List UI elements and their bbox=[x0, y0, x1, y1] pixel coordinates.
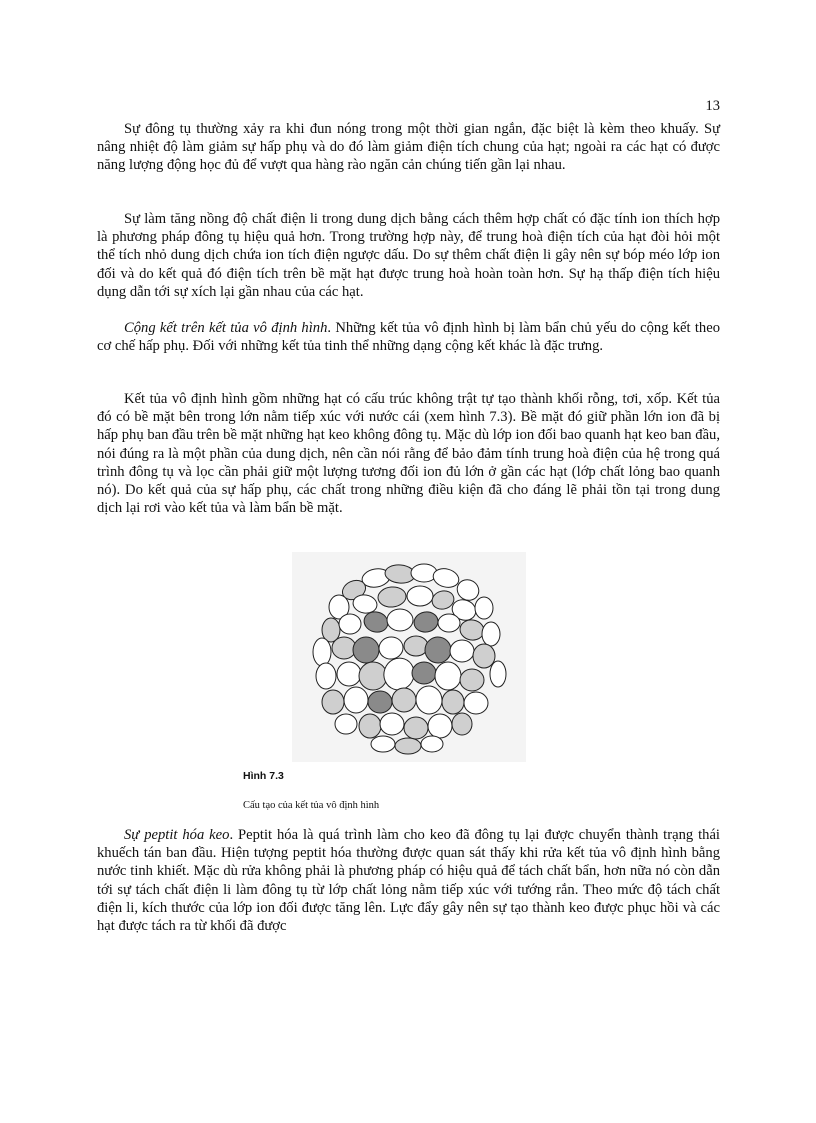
particle bbox=[473, 644, 495, 668]
particle bbox=[404, 717, 428, 739]
particle bbox=[377, 635, 404, 661]
particle bbox=[442, 690, 464, 714]
particle bbox=[438, 614, 460, 632]
paragraph-text: . Peptit hóa là quá trình làm cho keo đã đông tụ lại được chuyển thành trạng thái khuếch tán ban đầu. Hiện tượng peptit hóa thường được quan sát thấy khi rửa kết tủa vô định hình bằng nước tinh khiết. Mặc dù rửa không phải là phương pháp có hiệu quả để tách chất bẩn, hơn nữa nó còn dẫn tới sự tách chất điện li làm đông tụ từ lớp chất lỏng nằm tiếp xúc với tướng rắn. Theo mức độ tách chất điện li, kích thước của lớp ion đối được tăng lên. Lực đẩy gây nên sự tạo thành keo được phục hồi và các hạt được tách ra từ khối đã được bbox=[97, 827, 720, 935]
particle bbox=[387, 609, 413, 631]
paragraph-text: Kết tủa vô định hình gồm những hạt có cấu trúc không trật tự tạo thành khối rỗng, tơi, xốp. Kết tủa đó có bề mặt bên trong lớn nằm tiếp xúc với nước cái (xem hình 7.3). Bề mặt đó giữ phần lớn ion đã bị hấp phụ ban đầu trên bề mặt những hạt keo không đông tụ. Mặc dù lớp ion đối bao quanh hạt keo ban đầu, nói đúng ra là một phần của dung dịch, nên cần nói rằng để bảo đảm tính trung hoà điện của hệ trong quá trình đông tụ và lọc cần phải giữ một lượng tương đối ion đủ lớn ở gần các hạt (lớp chất lỏng bao quanh nó). Do kết quả của sự hấp phụ, các chất trong những điều kiện đã cho đáng lẽ phải tồn tại trong dung dịch lại rơi vào kết tủa và làm bẩn bề mặt. bbox=[97, 391, 720, 517]
particle bbox=[380, 713, 404, 735]
paragraph-peptization bbox=[97, 826, 720, 935]
paragraph-text: . Những kết tủa vô định hình bị làm bẩn chủ yếu do cộng kết theo cơ chế hấp phụ. Đối với những kết tủa tinh thể những dạng cộng kết khác là đặc trưng. bbox=[97, 320, 720, 355]
figure-label: Hình 7.3 bbox=[243, 770, 284, 782]
particle bbox=[460, 669, 484, 691]
paragraph-text: Sự đông tụ thường xảy ra khi đun nóng trong một thời gian ngắn, đặc biệt là kèm theo khuấy. Sự nâng nhiệt độ làm giảm sự hấp phụ và do đó làm giảm điện tích chung của hạt; ngoài ra các hạt có được năng lượng động học đủ để vượt qua hàng rào ngăn cản chúng tiến gần lại nhau. bbox=[97, 121, 720, 174]
particle bbox=[371, 736, 395, 752]
particle bbox=[490, 661, 506, 687]
paragraph-title: Cộng kết trên kết tủa vô định hình bbox=[124, 320, 328, 336]
particle bbox=[316, 663, 336, 689]
particle bbox=[421, 736, 443, 752]
particle bbox=[313, 638, 331, 666]
particle bbox=[412, 662, 436, 684]
particle bbox=[332, 637, 356, 659]
particle bbox=[359, 714, 381, 738]
particle bbox=[322, 690, 344, 714]
particle bbox=[344, 687, 368, 713]
particle-illustration bbox=[292, 552, 526, 762]
page-number: 13 bbox=[705, 98, 720, 114]
particle bbox=[475, 597, 493, 619]
figure-caption: Cấu tạo của kết tủa vô định hình bbox=[243, 800, 380, 811]
particle bbox=[359, 662, 387, 690]
particle bbox=[404, 636, 428, 656]
paragraph-amorphous-structure bbox=[97, 390, 720, 517]
particle bbox=[450, 640, 474, 662]
particle bbox=[423, 635, 453, 665]
paragraph-amorphous-coprecipitation bbox=[97, 319, 720, 355]
particle bbox=[482, 622, 500, 646]
paragraph-electrolyte-concentration bbox=[97, 210, 720, 301]
particle bbox=[392, 688, 416, 712]
particle bbox=[435, 662, 461, 690]
particle bbox=[377, 586, 407, 608]
particle bbox=[337, 662, 361, 686]
particle bbox=[353, 637, 379, 663]
particle bbox=[335, 714, 357, 734]
particle bbox=[339, 614, 361, 634]
particle bbox=[411, 564, 437, 582]
particle bbox=[395, 738, 421, 754]
particle bbox=[412, 610, 439, 634]
figure-amorphous-precipitate bbox=[292, 552, 526, 762]
paragraph-text: Sự làm tăng nồng độ chất điện li trong dung dịch bằng cách thêm hợp chất có đặc tính ion thích hợp là phương pháp đông tụ hiệu quả hơn. Trong trường hợp này, để trung hoà điện tích của hạt đòi hỏi một thể tích nhỏ dung dịch chứa ion tích điện ngược dấu. Do sự thêm chất điện li gây nên sự bóp méo lớp ion đối và do kết quả đó điện tích trên bề mặt hạt được trung hoà hoàn toàn hơn. Sự hạ thấp điện tích hiệu dụng dẫn tới sự xích lại gần nhau của các hạt. bbox=[97, 211, 720, 300]
particle bbox=[368, 691, 392, 713]
particle bbox=[428, 714, 452, 738]
paragraph-title: Sự peptit hóa keo bbox=[124, 827, 230, 843]
particle bbox=[414, 684, 444, 716]
particle bbox=[407, 586, 433, 606]
particle bbox=[458, 618, 485, 642]
particle bbox=[464, 692, 488, 714]
paragraph-coagulation-heating bbox=[97, 120, 720, 175]
particle bbox=[452, 713, 472, 735]
